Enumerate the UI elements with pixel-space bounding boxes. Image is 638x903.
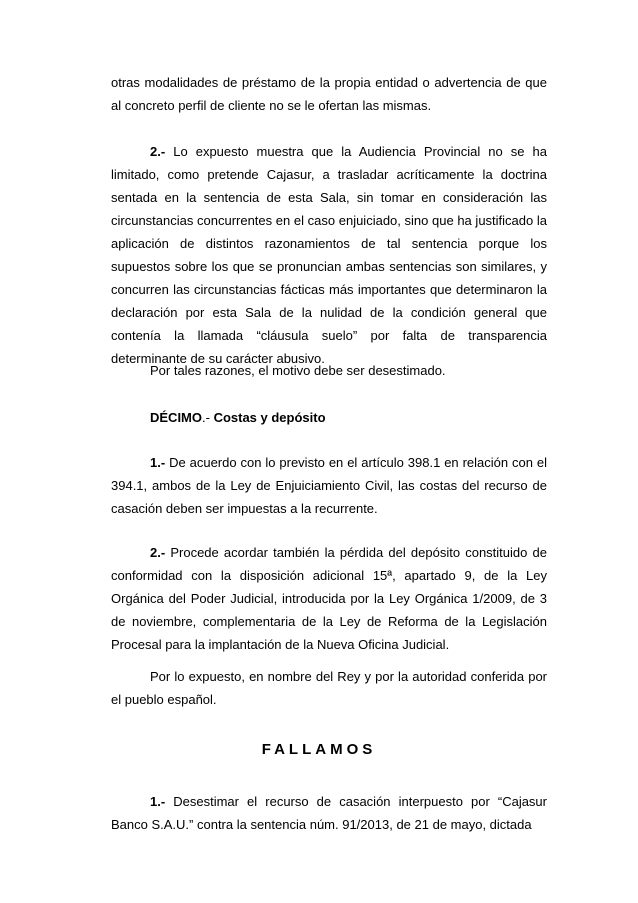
section-heading [150,410,326,425]
paragraph-text: Procede acordar también la pérdida del depósito constituido de conformidad con la disposición adicional 15ª, apartado 9, de la Ley Orgánica del Poder Judicial, introducida por la Ley Orgánica 1/2009, de 3 de noviembre, complementaria de la Ley de Reforma de la Legislación Procesal para la implantación de la Nueva Oficina Judicial. [111,545,547,652]
paragraph-fallo-1 [111,790,547,836]
paragraph-number: 2.- [150,144,166,159]
paragraph-text: De acuerdo con lo previsto en el artículo 398.1 en relación con el 394.1, ambos de la Ley de Enjuiciamiento Civil, las costas del recurso de casación deben ser impuestas a la recurrente. [111,455,547,516]
paragraph-2 [111,140,547,370]
paragraph-text: Desestimar el recurso de casación interpuesto por “Cajasur Banco S.A.U.” contra la sentencia núm. 91/2013, de 21 de mayo, dictada [111,794,547,832]
paragraph-text: Lo expuesto muestra que la Audiencia Provincial no se ha limitado, como pretende Cajasur, a trasladar acríticamente la doctrina sentada en la sentencia de esta Sala, sin tomar en consideración las circunstancias concurrentes en el caso enjuiciado, sino que ha justificado la aplicación de distintos razonamientos de tal sentencia porque los supuestos sobre los que se pronuncian ambas sentencias son similares, y concurren las circunstancias fácticas más importantes que determinaron la declaración por esta Sala de la nulidad de la condición general que contenía la llamada “cláusula suelo” por falta de transparencia determinante de su carácter abusivo. [111,144,547,366]
paragraph-conclusion: Por tales razones, el motivo debe ser desestimado. [150,363,446,378]
paragraph-por-lo-expuesto: Por lo expuesto, en nombre del Rey y por la autoridad conferida por el pueblo español. [111,669,547,707]
section-separator: .- [202,410,214,425]
paragraph-number: 2.- [150,545,166,560]
section-number: DÉCIMO [150,410,202,425]
paragraph-costas-2 [111,541,547,656]
paragraph-number: 1.- [150,455,166,470]
paragraph-costas-1 [111,451,547,520]
fallamos-heading: FALLAMOS [261,741,377,758]
paragraph-continuation: otras modalidades de préstamo de la propia entidad o advertencia de que al concreto perfil de cliente no se le ofertan las mismas. [111,75,547,113]
paragraph-number: 1.- [150,794,166,809]
section-title: Costas y depósito [213,410,326,425]
